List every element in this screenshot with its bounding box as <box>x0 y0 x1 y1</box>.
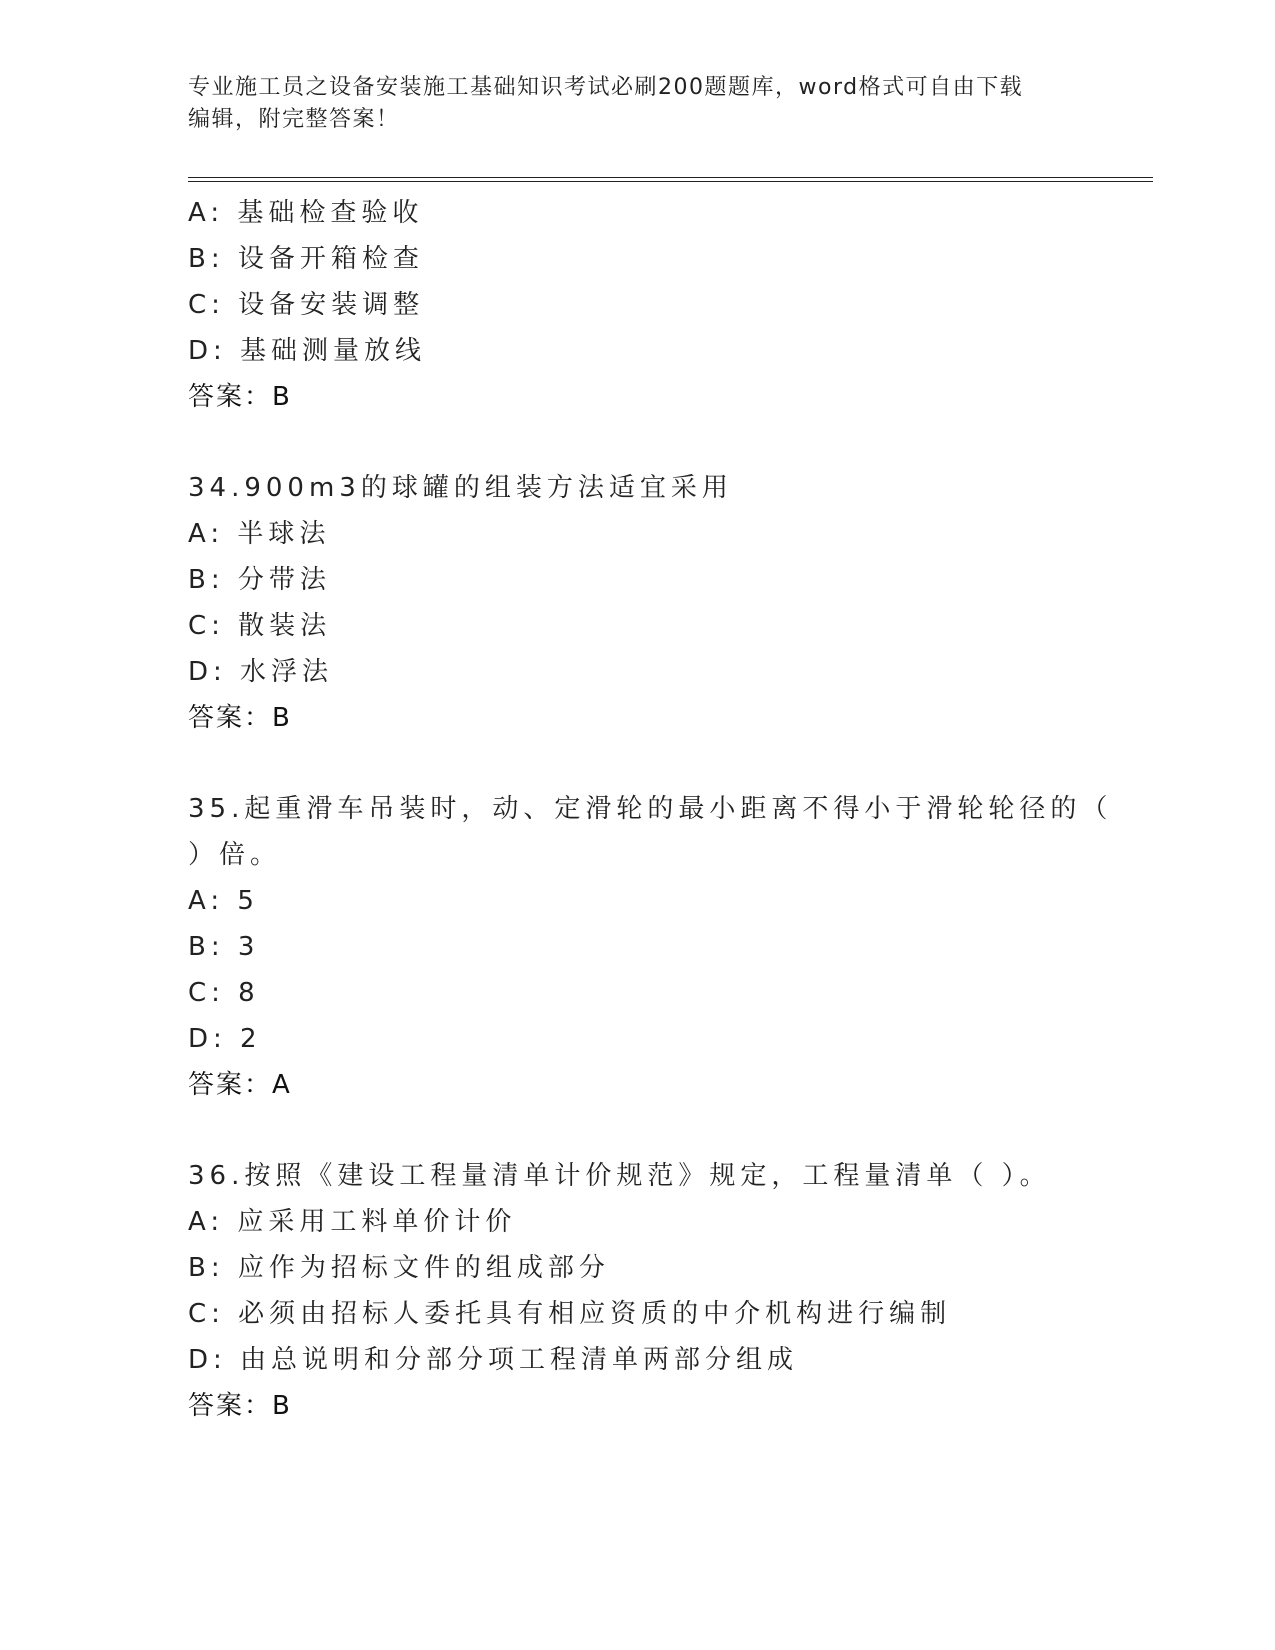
option-d: D: 由总说明和分部分项工程清单两部分组成 <box>188 1345 799 1375</box>
header-divider-top <box>188 177 1153 178</box>
option-d: D: 基础测量放线 <box>188 336 427 366</box>
question-34 <box>188 465 1148 741</box>
option-a: A: 应采用工料单价计价 <box>188 1207 517 1237</box>
question-stem-line1: 35.起重滑车吊装时，动、定滑轮的最小距离不得小于滑轮轮径的（ <box>188 794 1113 824</box>
answer: 答案：A <box>188 1070 292 1100</box>
option-b: B: 设备开箱检查 <box>188 244 424 274</box>
option-c: C: 设备安装调整 <box>188 290 425 320</box>
question-36 <box>188 1153 1148 1429</box>
option-b: B: 应作为招标文件的组成部分 <box>188 1253 610 1283</box>
option-c: C: 8 <box>188 978 260 1008</box>
option-a: A: 5 <box>188 886 259 916</box>
answer: 答案：B <box>188 703 292 733</box>
answer: 答案：B <box>188 1391 292 1421</box>
question-stem: 34.900m3的球罐的组装方法适宜采用 <box>188 473 733 503</box>
option-d: D: 水浮法 <box>188 657 334 687</box>
answer: 答案：B <box>188 382 292 412</box>
question-spacer <box>188 1108 1148 1153</box>
header-title-line1: 专业施工员之设备安装施工基础知识考试必刷200题题库，word格式可自由下载 <box>188 75 1024 100</box>
question-35 <box>188 786 1148 1108</box>
option-a: A: 基础检查验收 <box>188 198 424 228</box>
question-stem: 36.按照《建设工程量清单计价规范》规定，工程量清单（ ）。 <box>188 1161 1051 1191</box>
question-33 <box>188 190 1148 420</box>
header-title-line2: 编辑，附完整答案！ <box>188 107 400 132</box>
question-spacer <box>188 741 1148 786</box>
option-c: C: 必须由招标人委托具有相应资质的中介机构进行编制 <box>188 1299 952 1329</box>
option-b: B: 3 <box>188 932 260 962</box>
option-c: C: 散装法 <box>188 611 332 641</box>
header-divider-bottom <box>188 181 1153 182</box>
option-b: B: 分带法 <box>188 565 331 595</box>
question-spacer <box>188 420 1148 465</box>
question-list <box>188 190 1148 1429</box>
option-d: D: 2 <box>188 1024 262 1054</box>
option-a: A: 半球法 <box>188 519 331 549</box>
question-stem-line2: ）倍。 <box>188 840 282 870</box>
document-header <box>188 72 1088 136</box>
